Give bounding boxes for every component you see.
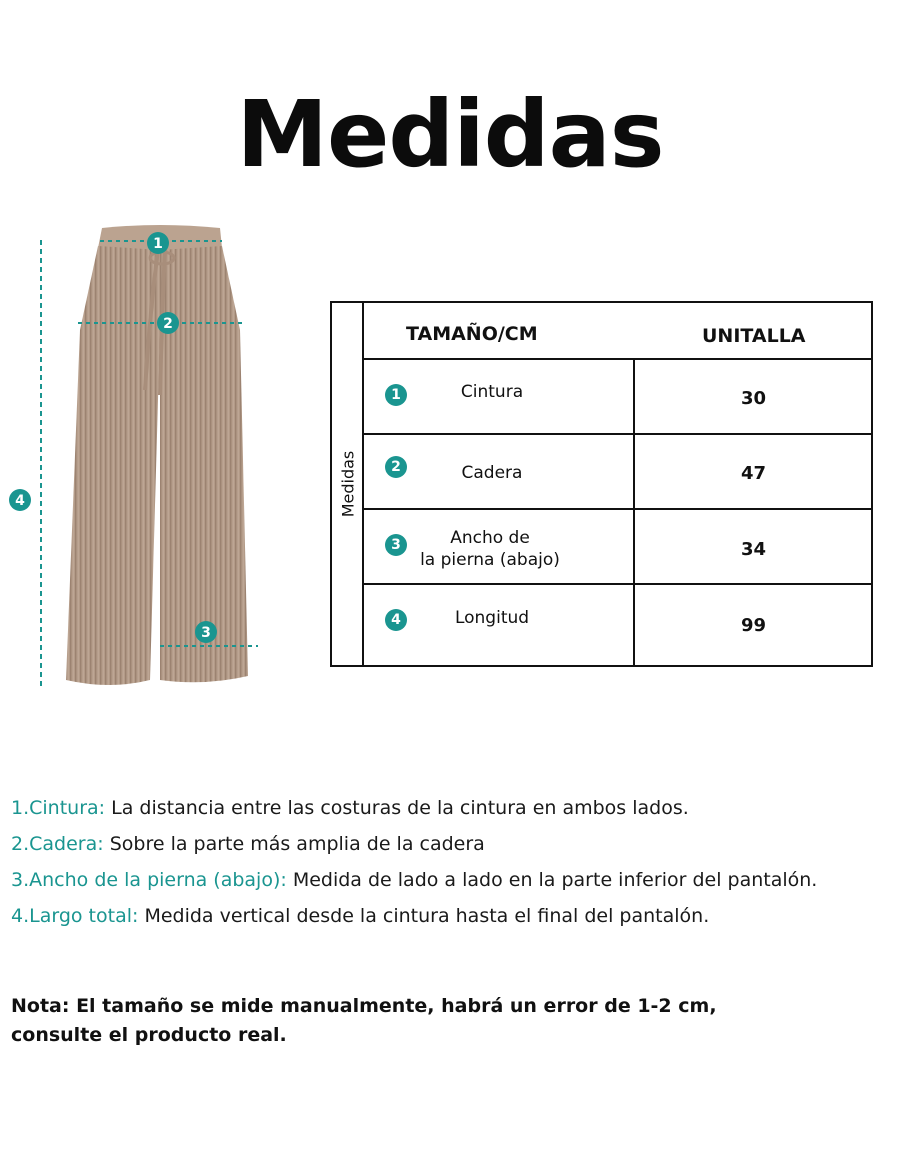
legend-text: Medida de lado a lado en la parte inferior del pantalón. [286,869,818,891]
row-2-name [412,462,572,484]
legend-text: Sobre la parte más amplia de la cadera [103,833,485,855]
pants-figure [0,220,300,700]
row-3-name-line1: Ancho de [450,528,530,548]
marker-2-icon [157,312,179,334]
row-divider [364,358,871,360]
row-divider [364,508,871,510]
header-unitalla: UNITALLA [702,325,806,347]
legend-item [11,826,896,862]
row-1-number-icon: 1 [385,384,407,406]
measurement-note [11,992,891,1050]
header-size: TAMAÑO/CM [406,323,538,345]
row-4-number-icon: 4 [385,609,407,631]
legend-term: 2.Cadera: [11,833,104,855]
row-2-number-icon: 2 [385,456,407,478]
row-4-name [412,607,572,629]
legend-term: 3.Ancho de la pierna (abajo): [11,869,287,891]
note-line-2: consulte el producto real. [11,1024,287,1046]
size-table [330,301,873,667]
row-4-value: 99 [740,615,767,636]
marker-4-icon [9,489,31,511]
right-leg [160,246,248,682]
row-3-value: 34 [740,539,767,560]
row-2-name-line1: Cadera [461,463,523,483]
row-divider [364,433,871,435]
row-1-name [412,381,572,403]
legend-term: 1.Cintura: [11,797,106,819]
legend-term: 4.Largo total: [11,905,139,927]
page-title: Medidas [236,81,664,188]
row-4-name-line1: Longitud [454,608,530,628]
marker-1-icon [147,232,169,254]
legend-text: La distancia entre las costuras de la cintura en ambos lados. [105,797,689,819]
row-1-value: 30 [740,388,767,409]
row-3-number-icon: 3 [385,534,407,556]
pants-illustration [0,220,300,700]
row-3-name-line2: la pierna (abajo) [420,550,560,570]
svg-text:3: 3 [201,625,211,641]
legend-item [11,862,896,898]
side-label: Medidas [338,450,358,518]
svg-text:1: 1 [153,236,163,252]
side-column [332,303,364,665]
marker-3-icon [195,621,217,643]
svg-text:4: 4 [15,493,25,509]
row-divider [364,583,871,585]
row-1-name-line1: Cintura [460,382,524,402]
note-line-1: Nota: El tamaño se mide manualmente, habrá un error de 1-2 cm, [11,995,717,1017]
left-leg [66,246,160,685]
legend-item [11,790,896,826]
row-3-name [404,527,576,571]
row-2-value: 47 [740,463,767,484]
measurement-legend [11,790,896,934]
legend-text: Medida vertical desde la cintura hasta el final del pantalón. [138,905,710,927]
svg-text:2: 2 [163,316,173,332]
legend-item [11,898,896,934]
